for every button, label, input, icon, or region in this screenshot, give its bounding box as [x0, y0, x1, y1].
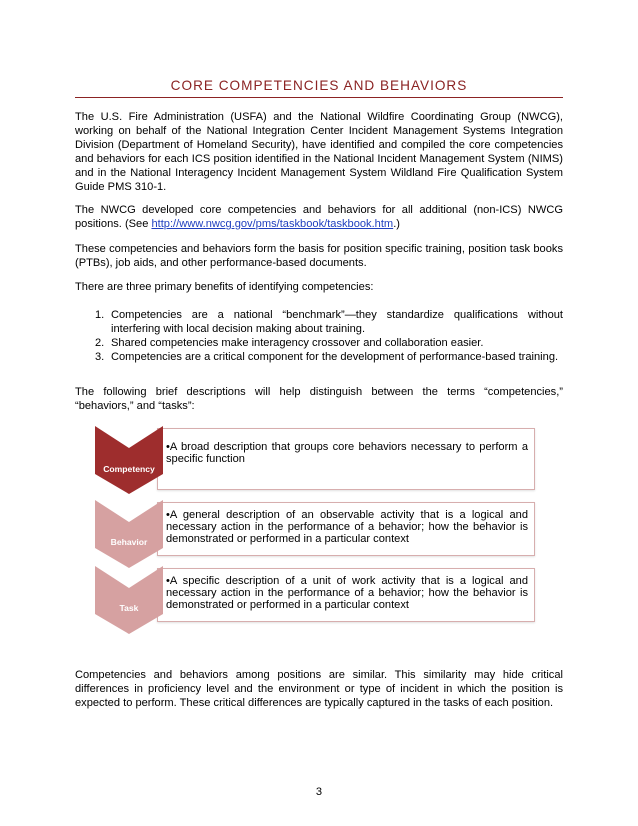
benefits-list [95, 309, 563, 365]
task-description: •A specific description of a unit of work activity that is a logical and necessary action in the performance of a behavior; how the behavior is demonstrated or performed in a particular context [166, 575, 528, 612]
list-item [95, 351, 563, 365]
chevron-fill-1 [95, 500, 163, 568]
list-item [95, 309, 563, 337]
behavior-description: •A general description of an observable activity that is a logical and necessary action in the performance of a behavior; how the behavior is demonstrated or performed in a particular context [166, 509, 528, 546]
nwcg-text-before: The NWCG developed core competencies and behaviors for all additional (non-ICS) NWCG positions. (See [75, 204, 563, 230]
behavior-chevron-shape [95, 500, 163, 568]
list-number: 3. [95, 350, 105, 363]
nwcg-text-after: .) [393, 217, 400, 230]
page-title: CORE COMPETENCIES AND BEHAVIORS [170, 78, 468, 93]
behavior-box [157, 502, 535, 556]
task-chevron-shape [95, 566, 163, 634]
list-text: Competencies are a critical component for the development of performance-based training. [111, 350, 559, 363]
taskbook-link[interactable]: http://www.nwcg.gov/pms/taskbook/taskbook.htm [151, 217, 394, 230]
list-text: Competencies are a national “benchmark”—they standardize qualifications without interfering with local decision making about training. [111, 309, 563, 335]
title-underline [75, 97, 563, 98]
task-label: Task [119, 603, 139, 613]
task-chevron [95, 566, 163, 634]
behavior-label: Behavior [110, 537, 148, 547]
chevron-fill-0 [95, 426, 163, 494]
list-item [95, 337, 563, 351]
page-number: 3 [315, 786, 323, 798]
terms-intro: The following brief descriptions will help distinguish between the terms “competencies,” “behaviors,” and “tasks”: [75, 386, 563, 412]
list-number: 2. [95, 336, 105, 349]
competency-description: •A broad description that groups core behaviors necessary to perform a specific function [166, 441, 528, 466]
competency-label: Competency [103, 464, 155, 474]
intro-paragraph: The U.S. Fire Administration (USFA) and the National Wildfire Coordinating Group (NWCG), working on behalf of the National Integration Center Incident Management Systems Integration Division (Department of Homeland Security), have identified and compiled the core competencies and behaviors for each ICS position identified in the National Incident Management System (NIMS) and in the National Interagency Incident Management System Wildland Fire Qualification System Guide PMS 310-1. [75, 111, 563, 193]
chevron-fill-2 [95, 566, 163, 634]
competency-chevron-shape [95, 426, 163, 494]
benefits-intro: There are three primary benefits of identifying competencies: [75, 281, 374, 293]
list-number: 1. [95, 309, 105, 321]
task-box [157, 568, 535, 622]
competency-box [157, 428, 535, 490]
basis-paragraph: These competencies and behaviors form the basis for position specific training, position task books (PTBs), job aids, and other performance-based documents. [75, 243, 563, 269]
closing-paragraph: Competencies and behaviors among positions are similar. This similarity may hide critical differences in proficiency level and the environment or type of incident in which the position is expected to perform. These critical differences are typically captured in the tasks of each position. [75, 669, 563, 709]
competency-chevron [95, 426, 163, 494]
behavior-chevron [95, 500, 163, 568]
list-text: Shared competencies make interagency crossover and collaboration easier. [111, 336, 484, 349]
nwcg-paragraph [75, 204, 563, 232]
competency-diagram [95, 426, 545, 636]
